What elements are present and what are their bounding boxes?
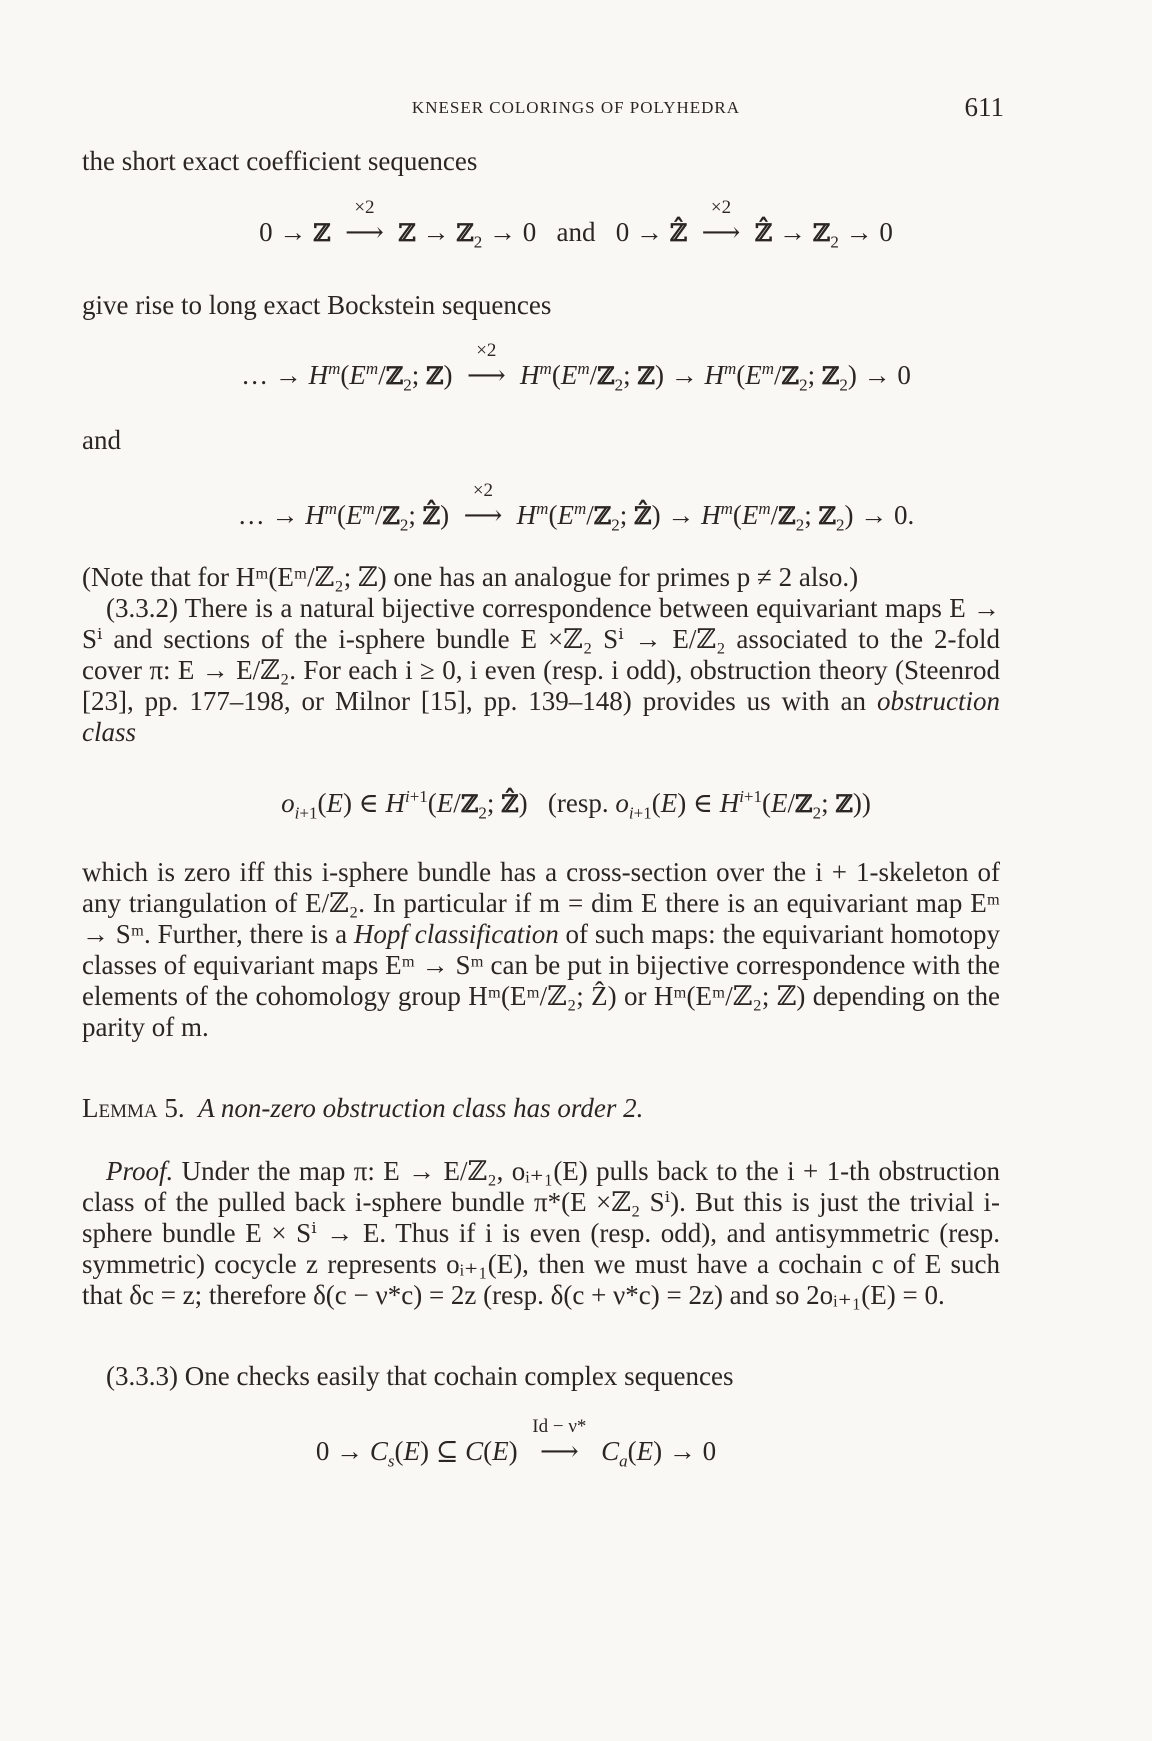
which-text-2: of such maps: the equivariant homotopy classes of equivariant maps Eᵐ → Sᵐ can be put in bijective correspondence with the elements of the cohomology group Hᵐ(Eᵐ/ℤ₂; Ẑ) or Hᵐ(Eᵐ/ℤ₂; ℤ) depending on the parity of m. bbox=[82, 919, 1000, 1042]
running-head: KNESER COLORINGS OF POLYHEDRA bbox=[411, 98, 741, 117]
eq-and: and bbox=[556, 217, 596, 247]
arrow-label-x2-b: ×2 bbox=[710, 197, 732, 218]
resp-label: (resp. bbox=[547, 788, 609, 818]
equation-cochain-sequence: $0 \to C_s(E)$ ⊆ C(E) Id − ν* ⟶ $C_a(E) \to 0$ bbox=[315, 1416, 717, 1471]
page-number: 611 bbox=[964, 92, 1004, 122]
paragraph-333: (3.3.3) One checks easily that cochain complex sequences bbox=[106, 1361, 734, 1391]
paragraph-short-exact: the short exact coefficient sequences bbox=[82, 146, 478, 176]
arrow-label-x2-c: ×2 bbox=[476, 340, 497, 361]
which-text: which is zero iff this i-sphere bundle has a cross-section over the i + 1-skeleton of any triangulation of E/ℤ₂. In particular if m = dim E there is an equivariant map Eᵐ → Sᵐ. Further, there is a bbox=[82, 857, 1000, 949]
note-text: (Note that for Hᵐ(Eᵐ/ℤ₂; ℤ) one has an analogue for primes p ≠ 2 also.) bbox=[82, 562, 859, 592]
proof-paragraph bbox=[82, 1156, 1000, 1311]
paragraph-bockstein: give rise to long exact Bockstein sequences bbox=[82, 290, 552, 320]
equation-bockstein-z: … → $H^m(E^m/ℤ_2$; ℤ) ×2 ⟶ $H^m(E^m/ℤ_2$; ℤ) → $H^m(E^m/ℤ_2$; ℤ$_2$) → 0 bbox=[241, 340, 911, 395]
proof-text: Under the map π: E → E/ℤ₂, oᵢ₊₁(E) pulls back to the i + 1-th obstruction class of the pulled back i-sphere bundle π*(E ×ℤ₂ Sⁱ). But this is just the trivial i-sphere bundle E × Sⁱ → E. Thus if i is even (resp. odd), and antisymmetric (resp. symmetric) cocycle z represents oᵢ₊₁(E), then we must have a cochain c of E such that δc = z; therefore δ(c − ν*c) = 2z (resp. δ(c + ν*c) = 2z) and so 2oᵢ₊₁(E) = 0. bbox=[82, 1156, 1001, 1310]
equation-obstruction-class: $o_{i+1}(E)$ ∈ $H^{i+1}(E/ℤ_2$; ℤ̂) (resp. $o_{i+1}(E)$ ∈ $H^{i+1}(E/ℤ_2$; ℤ)) bbox=[281, 787, 871, 823]
equation-bockstein-zhat: … → $H^m(E^m/ℤ_2$; ℤ̂) ×2 ⟶ $H^m(E^m/ℤ_2$; ℤ̂) → $H^m(E^m/ℤ_2$; ℤ$_2$) → 0. bbox=[237, 480, 915, 535]
equation-coefficient-sequences: 0 → ℤ ×2 ⟶ ℤ → ℤ$_2$ → 0 and 0 → ℤ̂ ×2 ⟶ ℤ̂ → ℤ$_2$ → 0 bbox=[259, 197, 893, 252]
paragraph-which-is-zero bbox=[82, 857, 1000, 1043]
arrow-label-x2-d: ×2 bbox=[472, 480, 494, 501]
para-332-text: (3.3.2) There is a natural bijective correspondence between equivariant maps E → Sⁱ and sections of the i-sphere bundle E ×ℤ₂ Sⁱ → E/ℤ₂ associated to the 2-fold cover π: E → E/ℤ₂. For each i ≥ 0, i even (resp. i odd), obstruction theory (Steenrod [23], pp. 177–198, or Milnor [15], pp. 139–148) provides us with an bbox=[82, 593, 1000, 716]
obstruction-class-term: obstruction class bbox=[82, 686, 1000, 747]
and-line: and bbox=[82, 425, 121, 455]
note-paragraph bbox=[82, 562, 1000, 748]
arrow-label-x2: ×2 bbox=[354, 197, 375, 218]
arrow-label-id: Id − ν* bbox=[532, 1416, 587, 1437]
lemma-statement: A non-zero obstruction class has order 2. bbox=[198, 1093, 644, 1123]
lemma-5 bbox=[82, 1093, 1000, 1124]
proof-label: Proof. bbox=[106, 1156, 174, 1186]
lemma-label: Lemma 5. bbox=[82, 1093, 185, 1123]
hopf-classification-term: Hopf classification bbox=[353, 919, 559, 949]
